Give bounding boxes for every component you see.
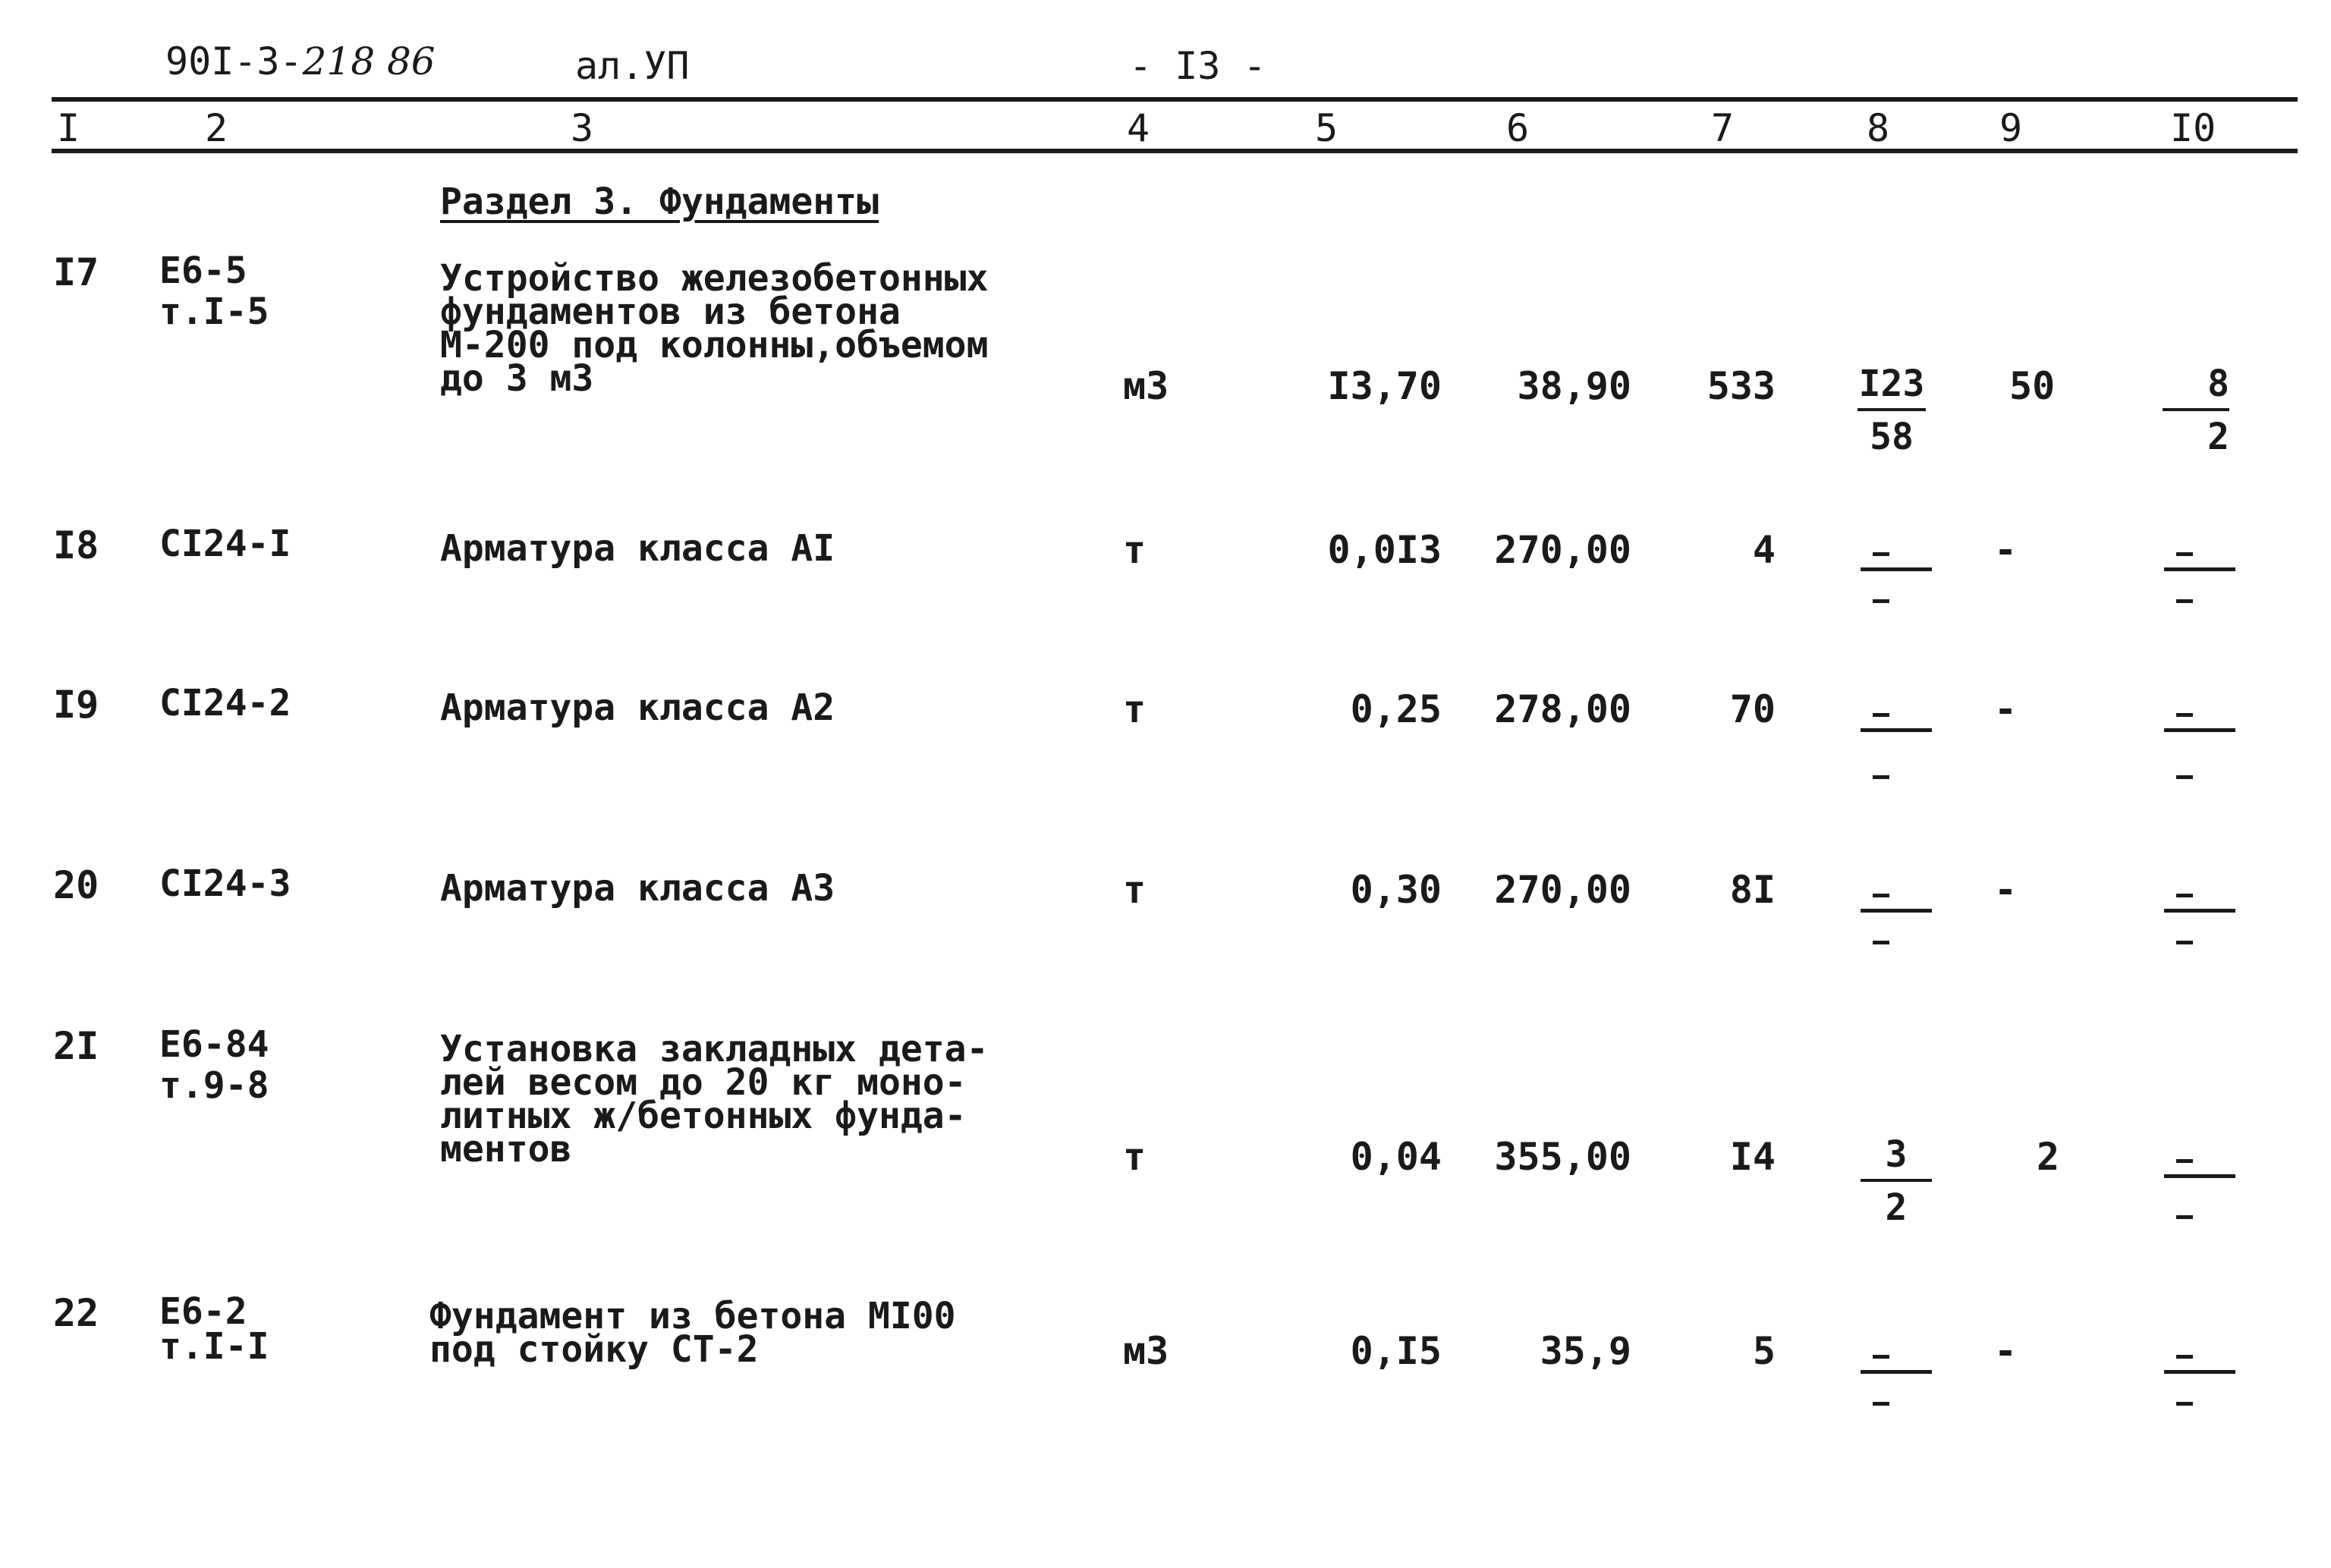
row-description: Фундамент из бетона МI00 под стойку СТ-2	[429, 1295, 956, 1371]
row-code: Е6-5 т.I-5	[159, 250, 269, 333]
row-price: 35,9	[1540, 1329, 1631, 1373]
header-rule-top	[52, 97, 2298, 102]
sheet-label: ал.УП	[575, 44, 690, 88]
row-total: 8I	[1729, 868, 1776, 912]
row-col9: 2	[2037, 1135, 2060, 1179]
row-price: 38,90	[1517, 364, 1631, 408]
row-code: СI24-2	[159, 682, 291, 724]
col-header-9: 9	[1999, 106, 2023, 150]
row-unit: т	[1123, 528, 1147, 572]
col-header-1: I	[57, 106, 80, 150]
col-header-4: 4	[1127, 106, 1150, 150]
row-number: I7	[53, 250, 99, 294]
row-description: Арматура класса А3	[440, 867, 835, 910]
row-unit: т	[1123, 1135, 1147, 1179]
row-unit: т	[1123, 687, 1147, 731]
row-unit: м3	[1123, 1329, 1169, 1373]
row-quantity: 0,30	[1350, 868, 1442, 912]
col-header-3: 3	[571, 106, 594, 150]
row-col9: -	[1994, 1329, 2018, 1373]
row-quantity: 0,0I3	[1327, 528, 1442, 572]
col-header-5: 5	[1315, 106, 1339, 150]
row-col8-fraction: I23 58	[1858, 363, 1925, 458]
row-number: 2I	[53, 1024, 99, 1068]
row-price: 278,00	[1494, 687, 1631, 731]
col-header-6: 6	[1506, 106, 1530, 150]
row-quantity: 0,25	[1350, 687, 1442, 731]
row-total: 4	[1752, 528, 1776, 572]
row-total: I4	[1729, 1135, 1776, 1179]
row-quantity: 0,04	[1350, 1135, 1442, 1179]
col-header-8: 8	[1867, 106, 1890, 150]
row-price: 355,00	[1494, 1135, 1631, 1179]
row-unit: т	[1123, 868, 1147, 912]
row-total: 533	[1707, 364, 1776, 408]
row-price: 270,00	[1494, 868, 1631, 912]
row-unit: м3	[1123, 364, 1169, 408]
section-title: Раздел 3. Фундаменты	[440, 181, 879, 223]
col-header-7: 7	[1711, 106, 1735, 150]
row-number: 22	[53, 1291, 99, 1335]
row-number: I9	[53, 683, 99, 727]
row-code: СI24-3	[159, 863, 291, 905]
row-description: Установка закладных дета- лей весом до 20 кг моно- литных ж/бетонных фунда- ментов	[440, 1028, 989, 1171]
row-description: Устройство железобетонных фундаментов из бетона М-200 под колонны,объемом до 3 м3	[440, 257, 989, 400]
col-header-2: 2	[205, 106, 228, 150]
page-number: - I3 -	[1129, 44, 1266, 88]
header-rule-bottom	[52, 149, 2298, 153]
row-col9: -	[1994, 687, 2018, 731]
row-col9: -	[1994, 868, 2018, 912]
row-total: 70	[1729, 687, 1776, 731]
doc-code	[165, 39, 436, 83]
row-number: I8	[53, 523, 99, 567]
row-total: 5	[1752, 1329, 1776, 1373]
row-description: Арматура класса А2	[440, 687, 835, 729]
row-col9: 50	[2009, 364, 2056, 408]
row-price: 270,00	[1494, 528, 1631, 572]
col-header-10: I0	[2170, 106, 2216, 150]
doc-code-handwritten: 218 86	[302, 39, 436, 83]
row-col10-fraction: 8 2	[2163, 363, 2229, 461]
row-code: СI24-I	[159, 523, 291, 565]
row-number: 20	[53, 863, 99, 907]
row-quantity: 0,I5	[1350, 1329, 1442, 1373]
row-col8-fraction: 3 2	[1861, 1133, 1932, 1232]
row-code: Е6-84 т.9-8	[159, 1023, 269, 1107]
doc-code-prefix: 90I-3-	[165, 39, 303, 83]
row-col9: -	[1994, 528, 2018, 572]
row-quantity: I3,70	[1327, 364, 1442, 408]
row-code: Е6-2 т.I-I	[159, 1290, 269, 1368]
row-description: Арматура класса АI	[440, 527, 835, 570]
